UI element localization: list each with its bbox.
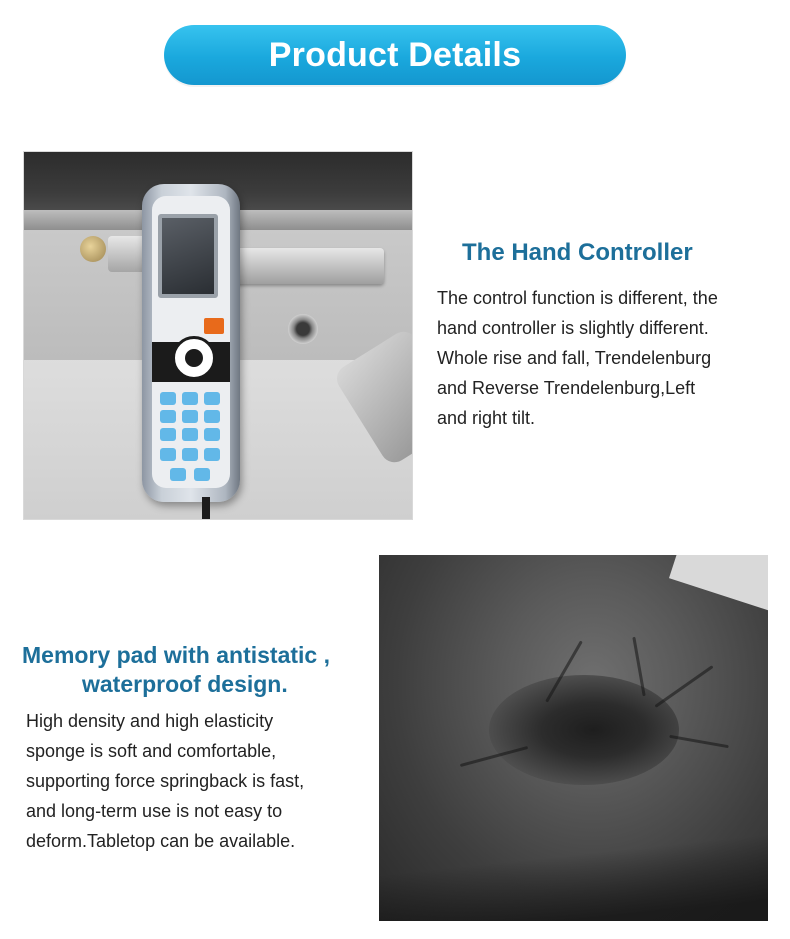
description-line: hand controller is slightly different.: [437, 318, 709, 338]
banner-title: Product Details: [268, 35, 522, 74]
memory-pad-description: [26, 706, 366, 856]
brass-knob: [80, 236, 106, 262]
hand-controller-description: [437, 283, 782, 433]
remote-cord: [202, 497, 210, 520]
hand-controller-title: The Hand Controller: [462, 239, 693, 266]
memory-pad-title-line1: Memory pad with antistatic ,: [22, 642, 330, 668]
description-line: deform.Tabletop can be available.: [26, 831, 296, 851]
crease: [654, 665, 713, 708]
remote-button: [160, 448, 176, 461]
remote-body: [142, 184, 240, 502]
remote-button: [204, 448, 220, 461]
remote-button: [204, 410, 220, 423]
remote-button: [182, 448, 198, 461]
description-line: and long-term use is not easy to: [26, 801, 283, 821]
remote-button: [182, 410, 198, 423]
remote-dpad: [172, 336, 216, 380]
remote-button: [182, 428, 198, 441]
remote-face: [152, 196, 230, 488]
memory-pad-title: [22, 641, 367, 699]
remote-button: [160, 428, 176, 441]
memory-pad-photo: [379, 555, 768, 921]
description-line: and Reverse Trendelenburg,Left: [437, 378, 696, 398]
crease: [669, 735, 729, 748]
memory-pad-title-line2: waterproof design.: [82, 671, 288, 697]
remote-button: [160, 392, 176, 405]
remote-orange-button: [204, 318, 224, 334]
description-line: and right tilt.: [437, 408, 536, 428]
description-line: sponge is soft and comfortable,: [26, 741, 277, 761]
remote-button: [170, 468, 186, 481]
remote-button: [194, 468, 210, 481]
remote-button: [160, 410, 176, 423]
screw: [288, 314, 318, 344]
remote-screen: [158, 214, 218, 298]
remote-button: [204, 392, 220, 405]
remote-button: [204, 428, 220, 441]
description-line: supporting force springback is fast,: [26, 771, 305, 791]
description-line: High density and high elasticity: [26, 711, 274, 731]
background-corner: [669, 555, 768, 628]
pad-edge-shadow: [379, 833, 768, 921]
hand-controller-photo: [23, 151, 413, 520]
hand-impression: [489, 675, 679, 785]
product-details-banner: [164, 25, 626, 85]
remote-button: [182, 392, 198, 405]
description-line: The control function is different, the: [437, 288, 718, 308]
handle-bar: [234, 248, 384, 284]
description-line: Whole rise and fall, Trendelenburg: [437, 348, 712, 368]
